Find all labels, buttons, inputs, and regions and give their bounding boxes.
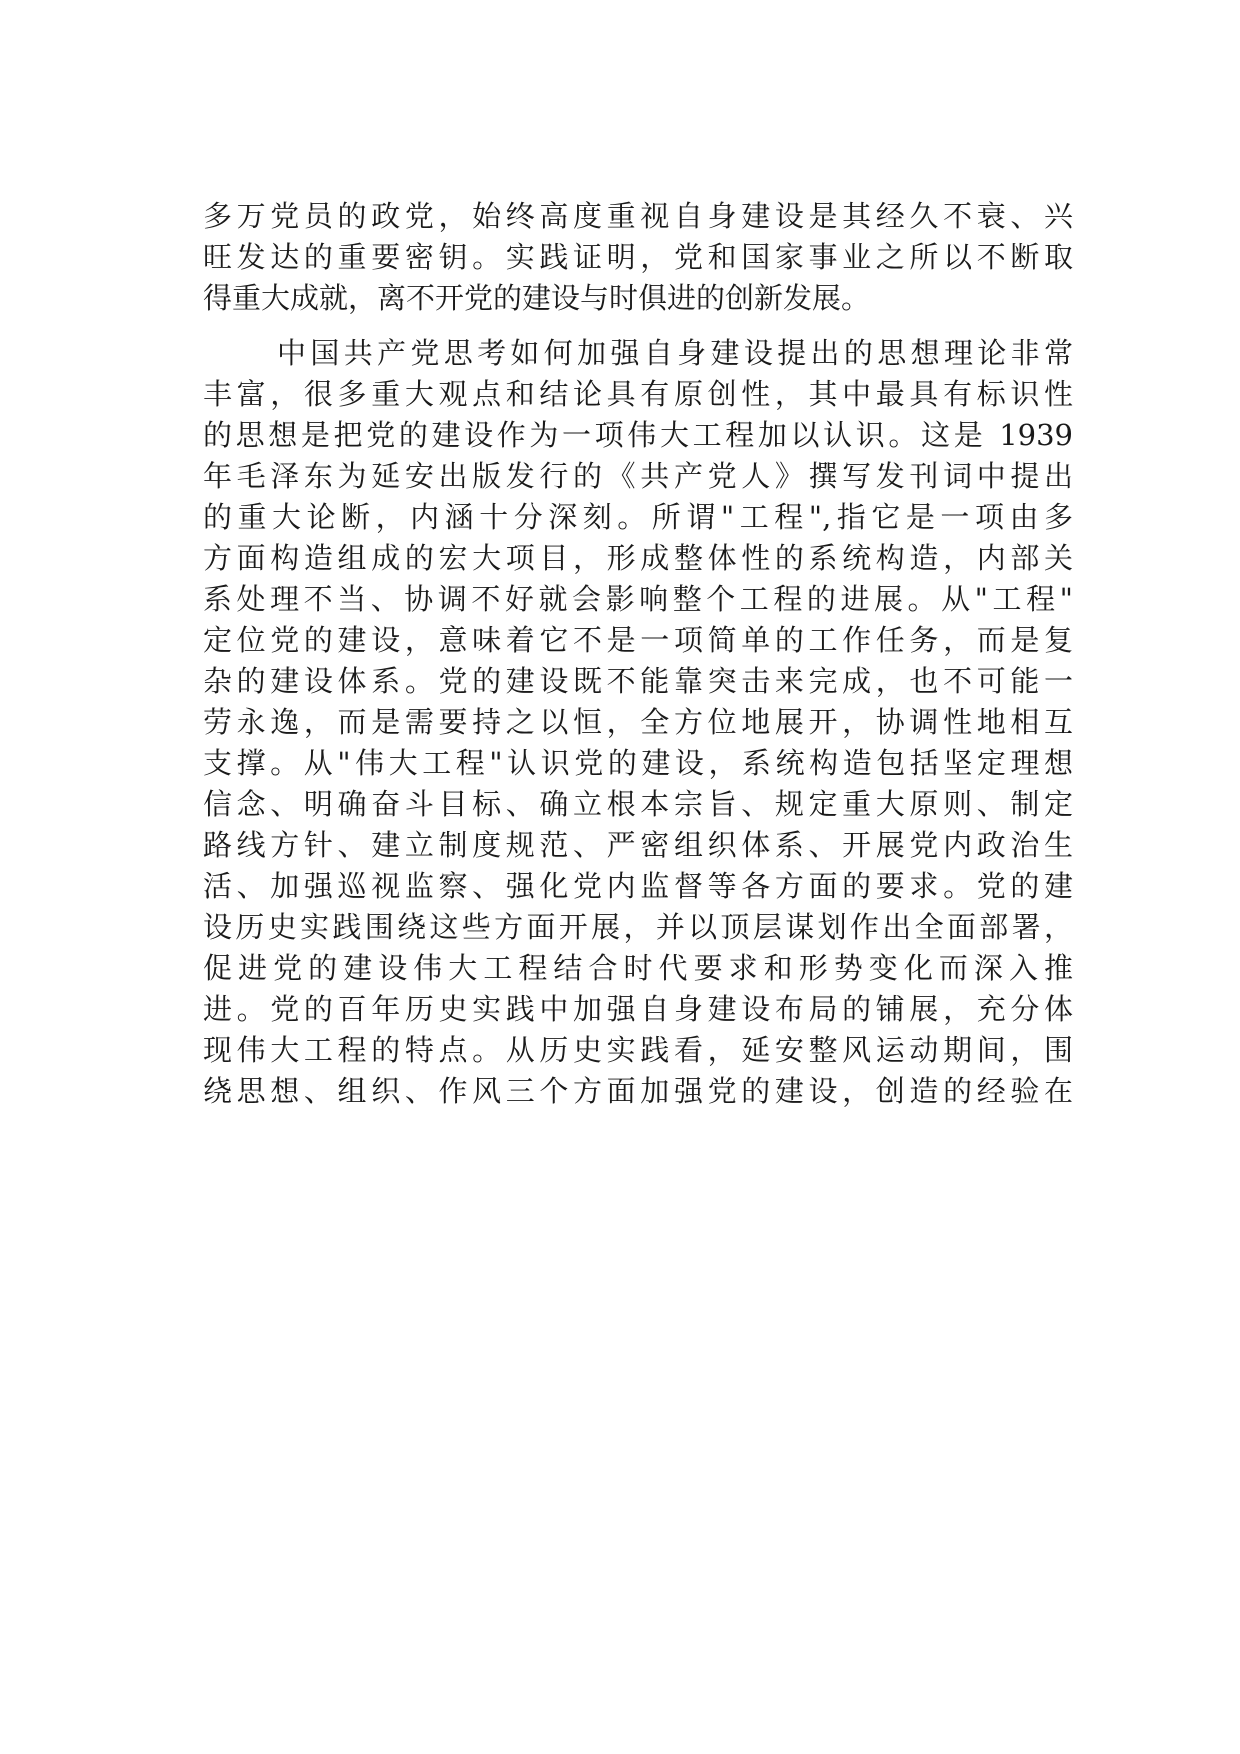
text-line: 中国共产党思考如何加强自身建设提出的思想理论非常 (277, 336, 1073, 370)
text-line (203, 1153, 1073, 1194)
paragraph-2 (203, 333, 1073, 1194)
text-line: 方面构造组成的宏大项目，形成整体性的系统构造，内部关 (203, 541, 1073, 575)
text-line: 定位党的建设，意味着它不是一项简单的工作任务，而是复 (203, 623, 1073, 657)
text-line: 的重大论断，内涵十分深刻。所谓"工程",指它是一项由多 (203, 500, 1073, 534)
text-line: 进。党的百年历史实践中加强自身建设布局的铺展，充分体 (203, 992, 1073, 1026)
text-line: 的思想是把党的建设作为一项伟大工程加以认识。这是 1939 (203, 418, 1073, 452)
text-line: 多万党员的政党，始终高度重视自身建设是其经久不衰、兴 (203, 199, 1073, 233)
text-line: 促进党的建设伟大工程结合时代要求和形势变化而深入推 (203, 951, 1073, 985)
text-line: 现伟大工程的特点。从历史实践看，延安整风运动期间，围 (203, 1033, 1073, 1067)
text-line: 设历史实践围绕这些方面开展，并以顶层谋划作出全面部署， (203, 910, 1073, 944)
text-line: 劳永逸，而是需要持之以恒，全方位地展开，协调性地相互 (203, 705, 1073, 739)
text-line: 得重大成就，离不开党的建设与时俱进的创新发展。 (203, 281, 871, 315)
text-line: 信念、明确奋斗目标、确立根本宗旨、规定重大原则、制定 (203, 787, 1073, 821)
text-line: 支撑。从"伟大工程"认识党的建设，系统构造包括坚定理想 (203, 746, 1073, 780)
text-line: 活、加强巡视监察、强化党内监督等各方面的要求。党的建 (203, 869, 1073, 903)
text-line: 年毛泽东为延安出版发行的《共产党人》撰写发刊词中提出 (203, 459, 1073, 493)
text-line: 杂的建设体系。党的建设既不能靠突击来完成，也不可能一 (203, 664, 1073, 698)
text-line: 丰富，很多重大观点和结论具有原创性，其中最具有标识性 (203, 377, 1073, 411)
text-line: 路线方针、建立制度规范、严密组织体系、开展党内政治生 (203, 828, 1073, 862)
text-line: 旺发达的重要密钥。实践证明，党和国家事业之所以不断取 (203, 240, 1073, 274)
text-line: 系处理不当、协调不好就会影响整个工程的进展。从"工程" (203, 582, 1073, 616)
paragraph-spacer (203, 319, 1073, 333)
body-text (203, 196, 1073, 1194)
text-line: 绕思想、组织、作风三个方面加强党的建设，创造的经验在 (203, 1074, 1073, 1108)
text-line (203, 1112, 1073, 1153)
paragraph-1 (203, 196, 1073, 319)
